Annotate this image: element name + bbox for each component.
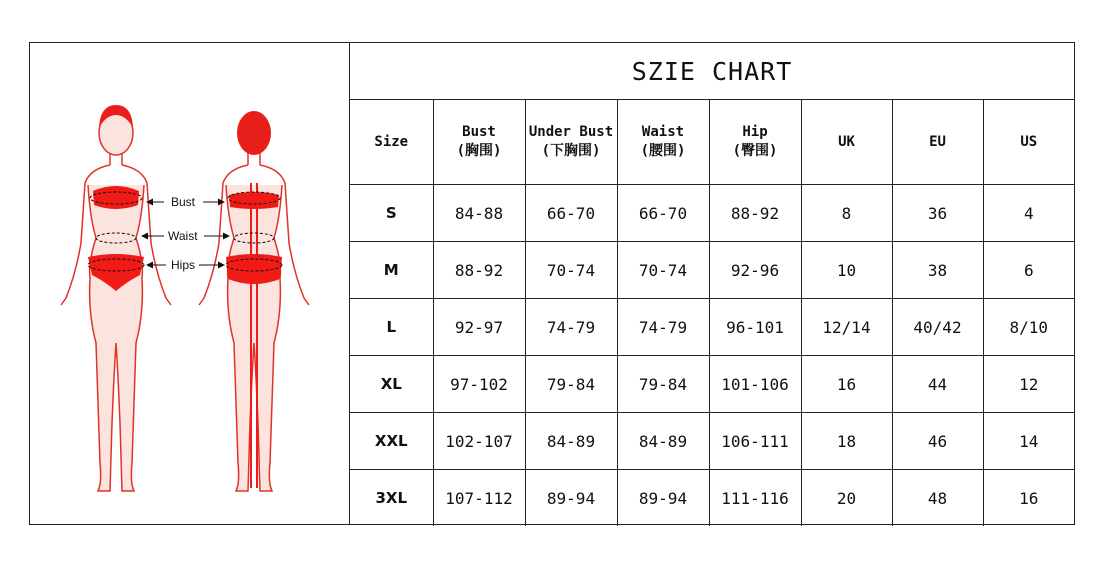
column-header [709,100,801,185]
table-cell: 107-112 [433,470,525,527]
table-cell: 16 [801,356,892,413]
table-cell: 106-111 [709,413,801,470]
table-cell: 70-74 [617,242,709,299]
back-figure [199,111,309,491]
table-row [350,356,1074,413]
table-cell: 70-74 [525,242,617,299]
table-cell: 79-84 [617,356,709,413]
body-measurement-diagram [30,43,350,524]
header-row [350,100,1074,185]
table-row [350,470,1074,527]
table-cell: 36 [892,185,983,242]
size-cell: S [350,185,433,242]
back-swimsuit-top [229,192,279,209]
table-cell: 20 [801,470,892,527]
table-cell: 84-88 [433,185,525,242]
table-cell: 8/10 [983,299,1074,356]
table-cell: 66-70 [525,185,617,242]
column-header-line: EU [929,133,946,150]
column-header-line: Waist [641,124,685,140]
column-header-line: (腰围) [640,143,686,159]
table-cell: 101-106 [709,356,801,413]
table-cell: 10 [801,242,892,299]
chart-title: SZIE CHART [350,43,1074,100]
table-cell: 66-70 [617,185,709,242]
table-cell: 97-102 [433,356,525,413]
table-row [350,413,1074,470]
table-cell: 79-84 [525,356,617,413]
table-cell: 88-92 [709,185,801,242]
column-header [983,100,1074,185]
title-row [350,43,1074,100]
back-swimsuit-bottom [226,254,282,284]
size-cell: 3XL [350,470,433,527]
measurement-figure-panel [30,43,350,524]
table-cell: 89-94 [525,470,617,527]
table-cell: 16 [983,470,1074,527]
size-chart-frame [29,42,1075,525]
table-cell: 12/14 [801,299,892,356]
table-cell: 48 [892,470,983,527]
table-cell: 84-89 [617,413,709,470]
size-cell: M [350,242,433,299]
table-cell: 92-97 [433,299,525,356]
bust-label: Bust [171,195,196,209]
column-header-line: Under Bust [528,124,614,140]
front-swimsuit-top [93,186,139,209]
table-row [350,185,1074,242]
table-cell: 46 [892,413,983,470]
table-cell: 4 [983,185,1074,242]
table-cell: 74-79 [617,299,709,356]
column-header [801,100,892,185]
table-cell: 12 [983,356,1074,413]
table-cell: 96-101 [709,299,801,356]
column-header [350,100,433,185]
table-row [350,242,1074,299]
table-cell: 38 [892,242,983,299]
table-cell: 92-96 [709,242,801,299]
front-figure [61,105,171,491]
column-header-line: (臀围) [732,143,778,159]
column-header-line: (下胸围) [541,143,601,159]
column-header-line: US [1020,133,1038,150]
table-row [350,299,1074,356]
table-cell: 89-94 [617,470,709,527]
size-cell: XL [350,356,433,413]
table-cell: 18 [801,413,892,470]
table-cell: 102-107 [433,413,525,470]
column-header [525,100,617,185]
column-header-line: (胸围) [456,143,502,159]
column-header-line: Bust [462,124,496,140]
column-header [617,100,709,185]
column-header-line: Size [374,133,409,150]
table-cell: 40/42 [892,299,983,356]
size-chart-table [350,43,1074,526]
front-body [88,185,144,491]
table-cell: 14 [983,413,1074,470]
column-header [433,100,525,185]
table-cell: 8 [801,185,892,242]
back-head [237,111,271,155]
column-header-line: UK [838,133,855,150]
table-cell: 84-89 [525,413,617,470]
hips-label: Hips [171,258,196,272]
table-cell: 44 [892,356,983,413]
table-cell: 74-79 [525,299,617,356]
table-cell: 88-92 [433,242,525,299]
size-cell: XXL [350,413,433,470]
table-cell: 6 [983,242,1074,299]
column-header-line: Hip [742,124,768,140]
back-body [226,185,282,491]
size-cell: L [350,299,433,356]
column-header [892,100,983,185]
table-cell: 111-116 [709,470,801,527]
waist-label: Waist [168,229,198,243]
